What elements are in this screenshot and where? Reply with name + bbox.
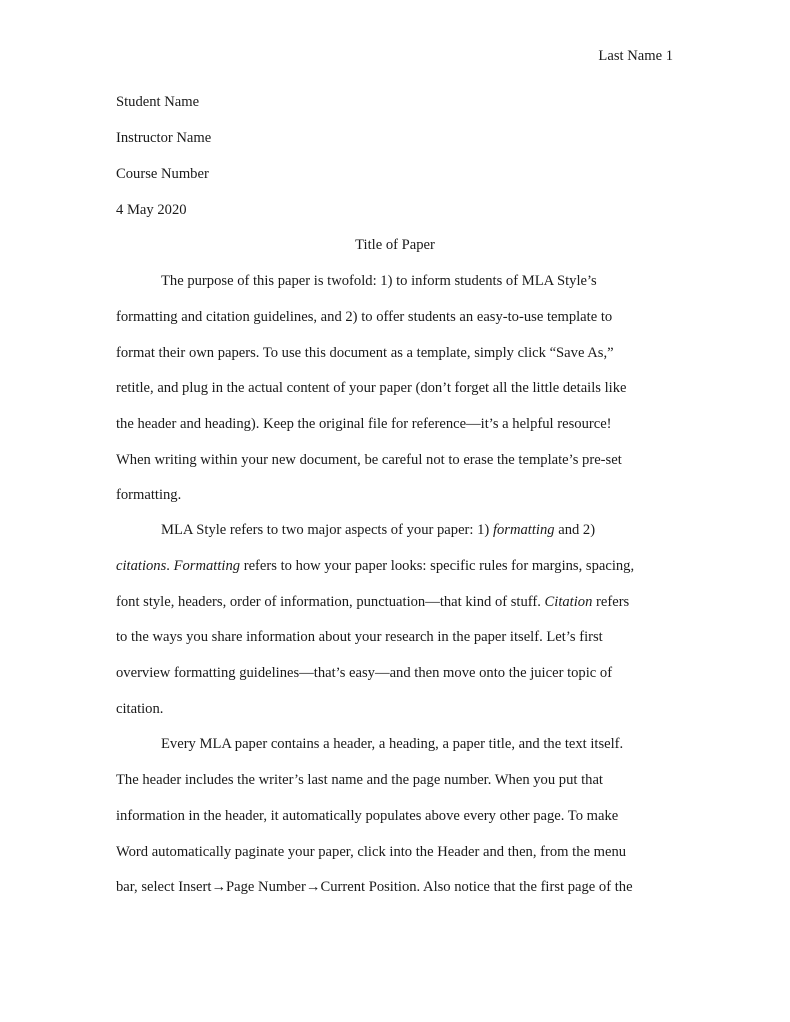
paragraph-2-line: citations. Formatting refers to how your paper looks: specific rules for margins, spacing, bbox=[116, 558, 635, 574]
paragraph-1-line: retitle, and plug in the actual content of your paper (don’t forget all the little details like bbox=[116, 380, 627, 396]
paragraph-2-line: to the ways you share information about your research in the paper itself. Let’s first bbox=[116, 629, 603, 645]
paragraph-3-line: Word automatically paginate your paper, click into the Header and then, from the menu bbox=[116, 844, 627, 860]
paragraph-1-line: formatting and citation guidelines, and 2) to offer students an easy-to-use template to bbox=[116, 309, 613, 325]
paragraph-1-line: formatting. bbox=[116, 487, 182, 503]
course-number: Course Number bbox=[116, 166, 209, 182]
student-name: Student Name bbox=[116, 94, 200, 110]
date: 4 May 2020 bbox=[116, 202, 187, 218]
paragraph-2-line: citation. bbox=[116, 701, 164, 717]
paragraph-1-line: The purpose of this paper is twofold: 1) to inform students of MLA Style’s bbox=[161, 273, 597, 289]
paragraph-3-line: Every MLA paper contains a header, a heading, a paper title, and the text itself. bbox=[161, 736, 624, 752]
paragraph-1-line: format their own papers. To use this document as a template, simply click “Save As,” bbox=[116, 345, 614, 361]
instructor-name: Instructor Name bbox=[116, 130, 212, 146]
paper-title: Title of Paper bbox=[355, 237, 435, 253]
paragraph-3-line: The header includes the writer’s last name and the page number. When you put that bbox=[116, 772, 603, 788]
paragraph-2-line: font style, headers, order of information, punctuation—that kind of stuff. Citation refers bbox=[116, 594, 630, 610]
running-head: Last Name 1 bbox=[598, 48, 673, 64]
paragraph-2-line: MLA Style refers to two major aspects of your paper: 1) formatting and 2) bbox=[161, 522, 596, 538]
paragraph-1-line: the header and heading). Keep the original file for reference—it’s a helpful resource! bbox=[116, 416, 612, 432]
paragraph-1-line: When writing within your new document, be careful not to erase the template’s pre-set bbox=[116, 452, 622, 468]
paragraph-2-line: overview formatting guidelines—that’s easy—and then move onto the juicer topic of bbox=[116, 665, 613, 681]
paragraph-3-line: information in the header, it automatically populates above every other page. To make bbox=[116, 808, 619, 824]
paragraph-3-line: bar, select Insert→Page Number→Current Position. Also notice that the first page of the bbox=[116, 879, 633, 895]
